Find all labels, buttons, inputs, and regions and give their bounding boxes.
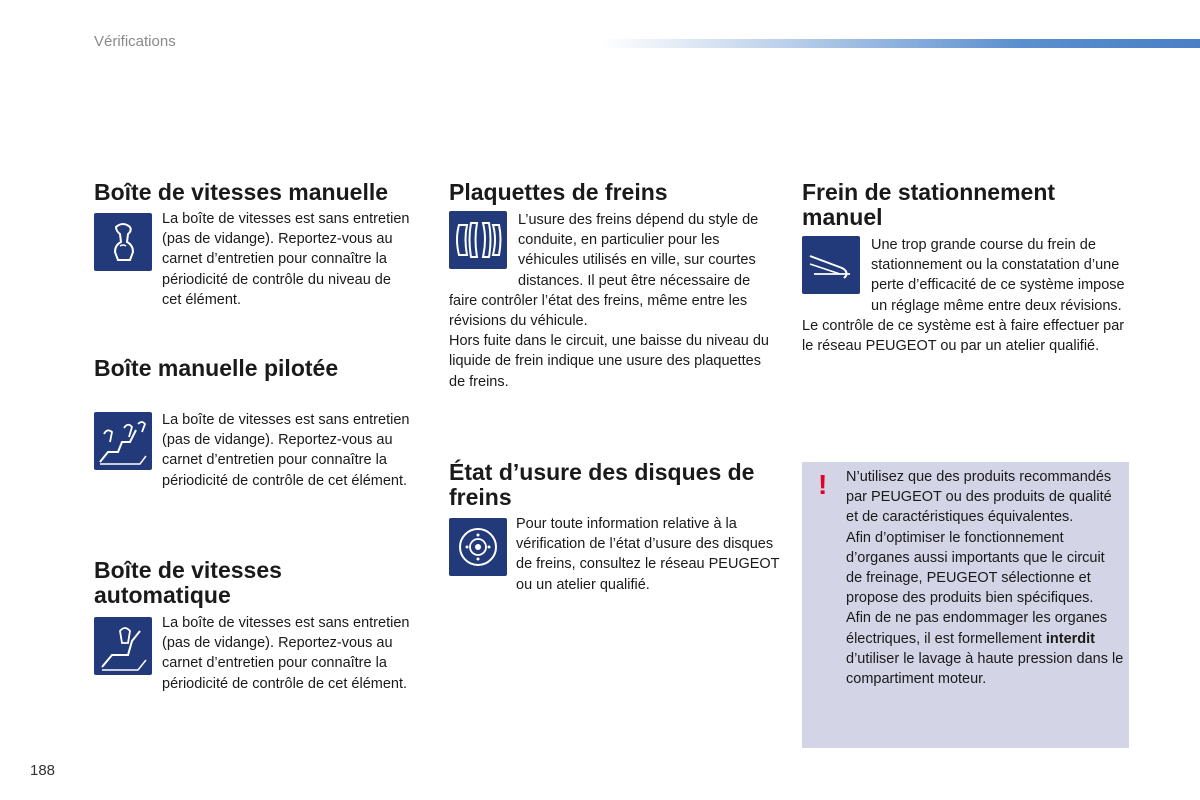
warning-icon: ! — [818, 469, 828, 500]
brake-discs-title-line2: freins — [449, 484, 512, 510]
parking-brake-title-line2: manuel — [802, 204, 883, 230]
manual-gearbox-title: Boîte de vitesses manuelle — [94, 179, 389, 205]
automatic-gearbox-title-line1: Boîte de vitesses — [94, 557, 282, 583]
brake-pads-text-2: Hors fuite dans le circuit, une baisse du niveau du liquide de frein indique une usure des plaquettes de freins. — [449, 333, 769, 390]
warning-para-1: N’utilisez que des produits recommandés par PEUGEOT ou des produits de qualité et de caractéristiques équivalentes. — [846, 469, 1112, 526]
brake-pads-title: Plaquettes de freins — [449, 179, 668, 205]
brake-pads-text-1: L’usure des freins dépend du style de conduite, en particulier pour les véhicules utilisés en ville, sur courtes distances. Il peut être nécessaire de faire contrôler l’état des freins, même entre les révisions du véhicule. — [449, 212, 759, 330]
manual-gearbox-icon — [94, 213, 152, 271]
manual-gearbox-text: La boîte de vitesses est sans entretien (pas de vidange). Reportez-vous au carnet d’entretien pour connaître la périodicité de contrôle du niveau de cet élément. — [162, 211, 410, 308]
parking-brake-text-1: Une trop grande course du frein de stationnement ou la constatation d’une perte d’efficacité de ce système impose un réglage même entre deux révisions. — [871, 237, 1125, 314]
automatic-gearbox-title-line2: automatique — [94, 582, 231, 608]
brake-discs-title-line1: État d’usure des disques de — [449, 459, 755, 485]
piloted-gearbox-text: La boîte de vitesses est sans entretien (pas de vidange). Reportez-vous au carnet d’entretien pour connaître la périodicité de contrôle de cet élément. — [162, 412, 410, 489]
parking-brake-body — [802, 235, 1132, 356]
parking-brake-title-line1: Frein de stationnement — [802, 179, 1056, 205]
automatic-gearbox-text: La boîte de vitesses est sans entretien (pas de vidange). Reportez-vous au carnet d’entretien pour connaître la périodicité de contrôle de cet élément. — [162, 615, 410, 692]
automatic-gearbox-title — [94, 558, 282, 608]
brake-disc-icon — [449, 518, 507, 576]
warning-text — [846, 467, 1124, 689]
brake-discs-title — [449, 460, 754, 510]
page-number: 188 — [30, 762, 56, 779]
header-decor-bar — [600, 39, 1200, 48]
piloted-gearbox-title: Boîte manuelle pilotée — [94, 355, 339, 381]
warning-para-3-bold: interdit — [1045, 630, 1095, 647]
parking-brake-title — [802, 180, 1055, 230]
piloted-gearbox-icon — [94, 412, 152, 470]
section-header: Vérifications — [94, 33, 176, 50]
parking-brake-icon — [802, 236, 860, 294]
warning-para-2: Afin d’optimiser le fonctionnement d’organes aussi importants que le circuit de freinage, PEUGEOT sélectionne et propose des produits bien spécifiques. — [846, 529, 1105, 607]
brake-pads-body — [449, 210, 779, 392]
warning-para-3-end: d’utiliser le lavage à haute pression dans le compartiment moteur. — [846, 650, 1124, 688]
parking-brake-text-2: Le contrôle de ce système est à faire effectuer par le réseau PEUGEOT ou par un atelier qualifié. — [802, 317, 1125, 355]
warning-para-3-start: Afin de ne pas endommager les organes électriques, il est formellement — [846, 610, 1108, 647]
brake-discs-text: Pour toute information relative à la vérification de l’état d’usure des disques de freins, consultez le réseau PEUGEOT ou un atelier qualifié. — [516, 516, 780, 593]
brake-pads-icon — [449, 211, 507, 269]
automatic-gearbox-icon — [94, 617, 152, 675]
